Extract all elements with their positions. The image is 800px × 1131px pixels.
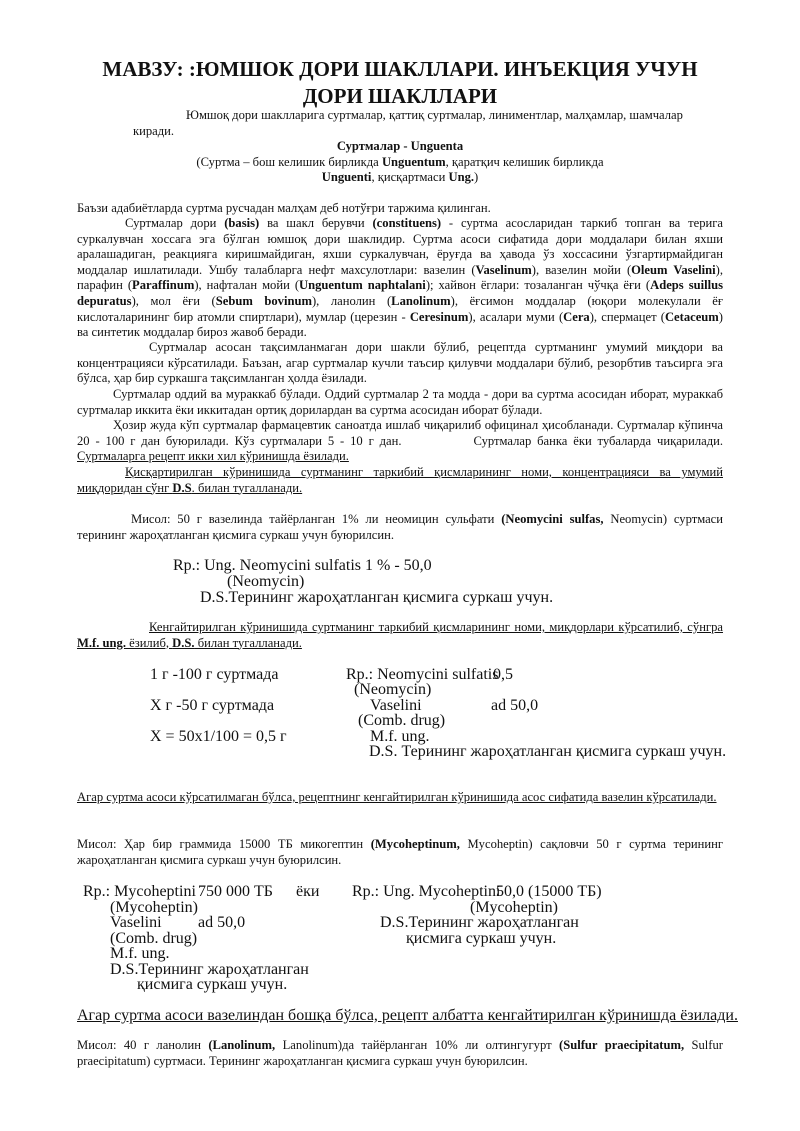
rx2-line-1: Rp.: Neomycini sulfatis bbox=[346, 666, 499, 683]
rx2-line-3-value: ad 50,0 bbox=[491, 697, 539, 714]
calc-line-2: Х г -50 г суртмада bbox=[150, 697, 275, 714]
section-note-line-2: Unguenti, қисқартмаси Ung.) bbox=[321, 170, 479, 184]
rx3-line-3-value: ad 50,0 bbox=[198, 914, 246, 931]
paragraph-6: Қисқартирилган кўринишида суртманинг таркибий қисмларининг номи, концентрацияси ва умумий миқдоридан сўнг D.S. билан тугалланади. bbox=[77, 465, 723, 495]
rx2-line-4: (Comb. drug) bbox=[358, 712, 446, 729]
rx3-line-7: қисмига суркаш учун. bbox=[137, 976, 288, 993]
rx3-line-1: Rp.: Mycoheptini bbox=[83, 883, 196, 900]
rx4-line-1: Rp.: Ung. Mycoheptini bbox=[352, 883, 501, 900]
paragraph-5: Ҳозир жуда кўп суртмалар фармацевтик саноатда ишлаб чиқарилиб официнал ҳисобланади. Суртмалар кўпинча 20 - 100 г дан буюрилади. Кўз суртмалари 5 - 10 г дан. Суртмалар банка ёки тубаларда чиқарилади. Суртмаларга рецепт икки хил кўринишда ёзилади. bbox=[77, 418, 723, 464]
or-label: ёки bbox=[296, 883, 320, 900]
example-1: Мисол: 50 г вазелинда тайёрланган 1% ли неомицин сульфати (Neomycini sulfas, Neomycin) суртмаси терининг жароҳатланган қисмига суркаш учун буюрилсин. bbox=[77, 512, 724, 542]
rx4-line-4: қисмига суркаш учун. bbox=[406, 930, 557, 947]
paragraph-4: Суртмалар оддий ва мураккаб бўлади. Оддий суртмалар 2 та модда - дори ва суртма асосидан иборат, мураккаб суртмалар иккита ёки иккитадан ортиқ дорилардан ва суртма асосидан иборат бўлади. bbox=[77, 387, 723, 417]
rx3-line-2: (Mycoheptin) bbox=[110, 899, 198, 916]
calc-line-1: 1 г -100 г суртмада bbox=[150, 666, 279, 683]
rx2-line-1-value: 0,5 bbox=[493, 666, 513, 683]
example-3: Мисол: 40 г ланолин (Lanolinum, Lanolinum)да тайёрланган 10% ли олтингугурт (Sulfur praecipitatum, Sulfur praecipitatum) суртмаси. Терининг жароҳатланган қисмига суркаш учун буюрилсин. bbox=[77, 1038, 723, 1068]
section-heading: Суртмалар - Unguenta bbox=[336, 139, 464, 153]
rx4-line-1-value: 50,0 (15000 ТБ) bbox=[496, 883, 602, 900]
rx2-line-6: D.S. Терининг жароҳатланган қисмига суркаш учун. bbox=[369, 743, 727, 760]
rx1-line-1: Rp.: Ung. Neomycini sulfatis 1 % - 50,0 bbox=[173, 557, 432, 574]
rx3-line-1-value: 750 000 ТБ bbox=[198, 883, 273, 900]
rx1-line-2: (Neomycin) bbox=[227, 573, 305, 590]
paragraph-1: Баъзи адабиётларда суртма русчадан малҳам деб нотўғри таржима қилинган. bbox=[77, 201, 491, 215]
paragraph-8: Агар суртма асоси кўрсатилмаган бўлса, рецептнинг кенгайтирилган кўринишида асос сифатида вазелин кўрсатилади. bbox=[77, 790, 717, 804]
rx3-line-3: Vaselini bbox=[110, 914, 162, 931]
paragraph-2: Суртмалар дори (basis) ва шакл берувчи (constituens) - суртма асосларидан таркиб топган ва терига суркалувчан хоссага эга бўлган юмшоқ дори шаклидир. Суртма асоси сифатида дори моддалари билан яхши аралашадиган, реакцияга киришмайдиган, яхши суркалувчан, ёруғда ва ҳавода ўз хоссасини ўзгартирмайдиган моддалар ишлатилади. Ушбу талабларга нефт махсулотлари: вазелин (Vaselinum), вазелин мойи (Oleum Vaselini), парафин (Paraffinum), нафталан мойи (Unguentum naphtalani); хайвон ёглари: тозаланган чўчқа ёғи (Adeps suillus depuratus), мол ёғи (Sebum bovinum), ланолин (Lanolinum), ёғсимон моддалар (юқори молекулали ёғ кислоталарининг бир атомли спиртлари), мумлар (церезин - Ceresinum), асалари муми (Cera), спермацет (Cetaceum) ва синтетик моддалар бироз жавоб беради. bbox=[77, 216, 724, 340]
example-2: Мисол: Ҳар бир граммида 15000 ТБ микогептин (Mycoheptinum, Mycoheptin) сақловчи 50 г суртма терининг жароҳатланган қисмига суркаш учун буюрилсин. bbox=[77, 837, 723, 867]
page-title: МАВЗУ: :ЮМШОК ДОРИ ШАКЛЛАРИ. ИНЪЕКЦИЯ УЧУН ДОРИ ШАКЛЛАРИ bbox=[102, 57, 698, 108]
paragraph-9: Агар суртма асоси вазелиндан бошқа бўлса, рецепт албатта кенгайтирилган кўринишда ёзилади. bbox=[77, 1007, 738, 1024]
intro-line-1: Юмшоқ дори шаклларига суртмалар, қаттиқ суртмалар, линиментлар, малҳамлар, шамчалар bbox=[186, 108, 683, 122]
paragraph-7: Кенгайтирилган кўринишида суртманинг таркибий қисмларининг номи, миқдорлари кўрсатилиб, сўнгра M.f. ung. ёзилиб, D.S. билан тугалланади. bbox=[77, 620, 723, 650]
rx2-line-3: Vaselini bbox=[370, 697, 422, 714]
rx4-line-3: D.S.Терининг жароҳатланган bbox=[380, 914, 579, 931]
rx2-line-5: M.f. ung. bbox=[370, 728, 430, 745]
calc-line-3: Х = 50х1/100 = 0,5 г bbox=[150, 728, 287, 745]
rx3-line-5: M.f. ung. bbox=[110, 945, 170, 962]
intro-line-2: киради. bbox=[133, 124, 175, 138]
rx3-line-4: (Comb. drug) bbox=[110, 930, 198, 947]
paragraph-3: Суртмалар асосан тақсимланмаган дори шакли бўлиб, рецептда суртманинг умумий миқдори ва концентрацияси кўрсатилади. Баъзан, агар суртмалар кучли таъсир қилувчи моддалари бўлиб, резорбтив таъсирга эга бўлса, ҳар бир суркашга тақсимланган ҳолда ёзилади. bbox=[77, 340, 723, 386]
rx2-line-2: (Neomycin) bbox=[354, 681, 432, 698]
section-note-line-1: (Суртма – бош келишик бирликда Unguentum, қаратқич келишик бирликда bbox=[196, 155, 604, 169]
rx4-line-2: (Mycoheptin) bbox=[470, 899, 558, 916]
rx1-line-3: D.S.Терининг жароҳатланган қисмига суркаш учун. bbox=[200, 589, 554, 606]
rx3-line-6: D.S.Терининг жароҳатланган bbox=[110, 961, 309, 978]
